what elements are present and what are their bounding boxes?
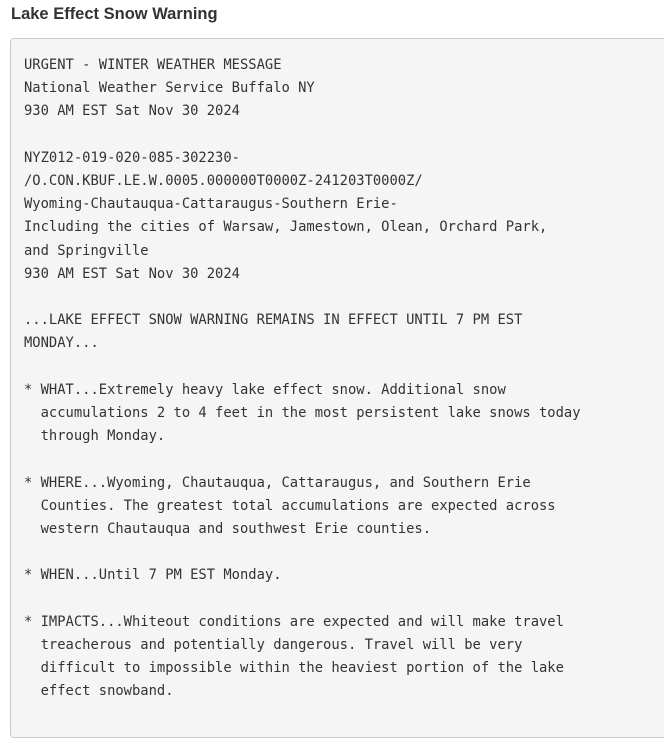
warning-message-text: URGENT - WINTER WEATHER MESSAGE National Weather Service Buffalo NY 930 AM EST Sat Nov 30 2024 NYZ012-019-020-085-302230- /O.CON.KBUF.LE.W.0005.000000T0000Z-241203T0000Z/ Wyoming-Chautauqua-Cattaraugus-Southern Erie- Including the cities of Warsaw, Jamestown, Olean, Orchard Park, and Springville 930 AM EST Sat Nov 30 2024 ...LAKE EFFECT SNOW WARNING REMAINS IN EFFECT UNTIL 7 PM EST MONDAY... * WHAT...Extremely heavy lake effect snow. Additional snow accumulations 2 to 4 feet in the most persistent lake snows today through Monday. * WHERE...Wyoming, Chautauqua, Cattaraugus, and Southern Erie Counties. The greatest total accumulations are expected across western Chautauqua and southwest Erie counties. * WHEN...Until 7 PM EST Monday. * IMPACTS...Whiteout conditions are expected and will make travel treacherous and potentially dangerous. Travel will be very difficult to impossible within the heaviest portion of the lake effect snowband. — [24, 57, 581, 700]
warning-message-box — [10, 38, 664, 738]
page-title: Lake Effect Snow Warning — [11, 5, 218, 23]
